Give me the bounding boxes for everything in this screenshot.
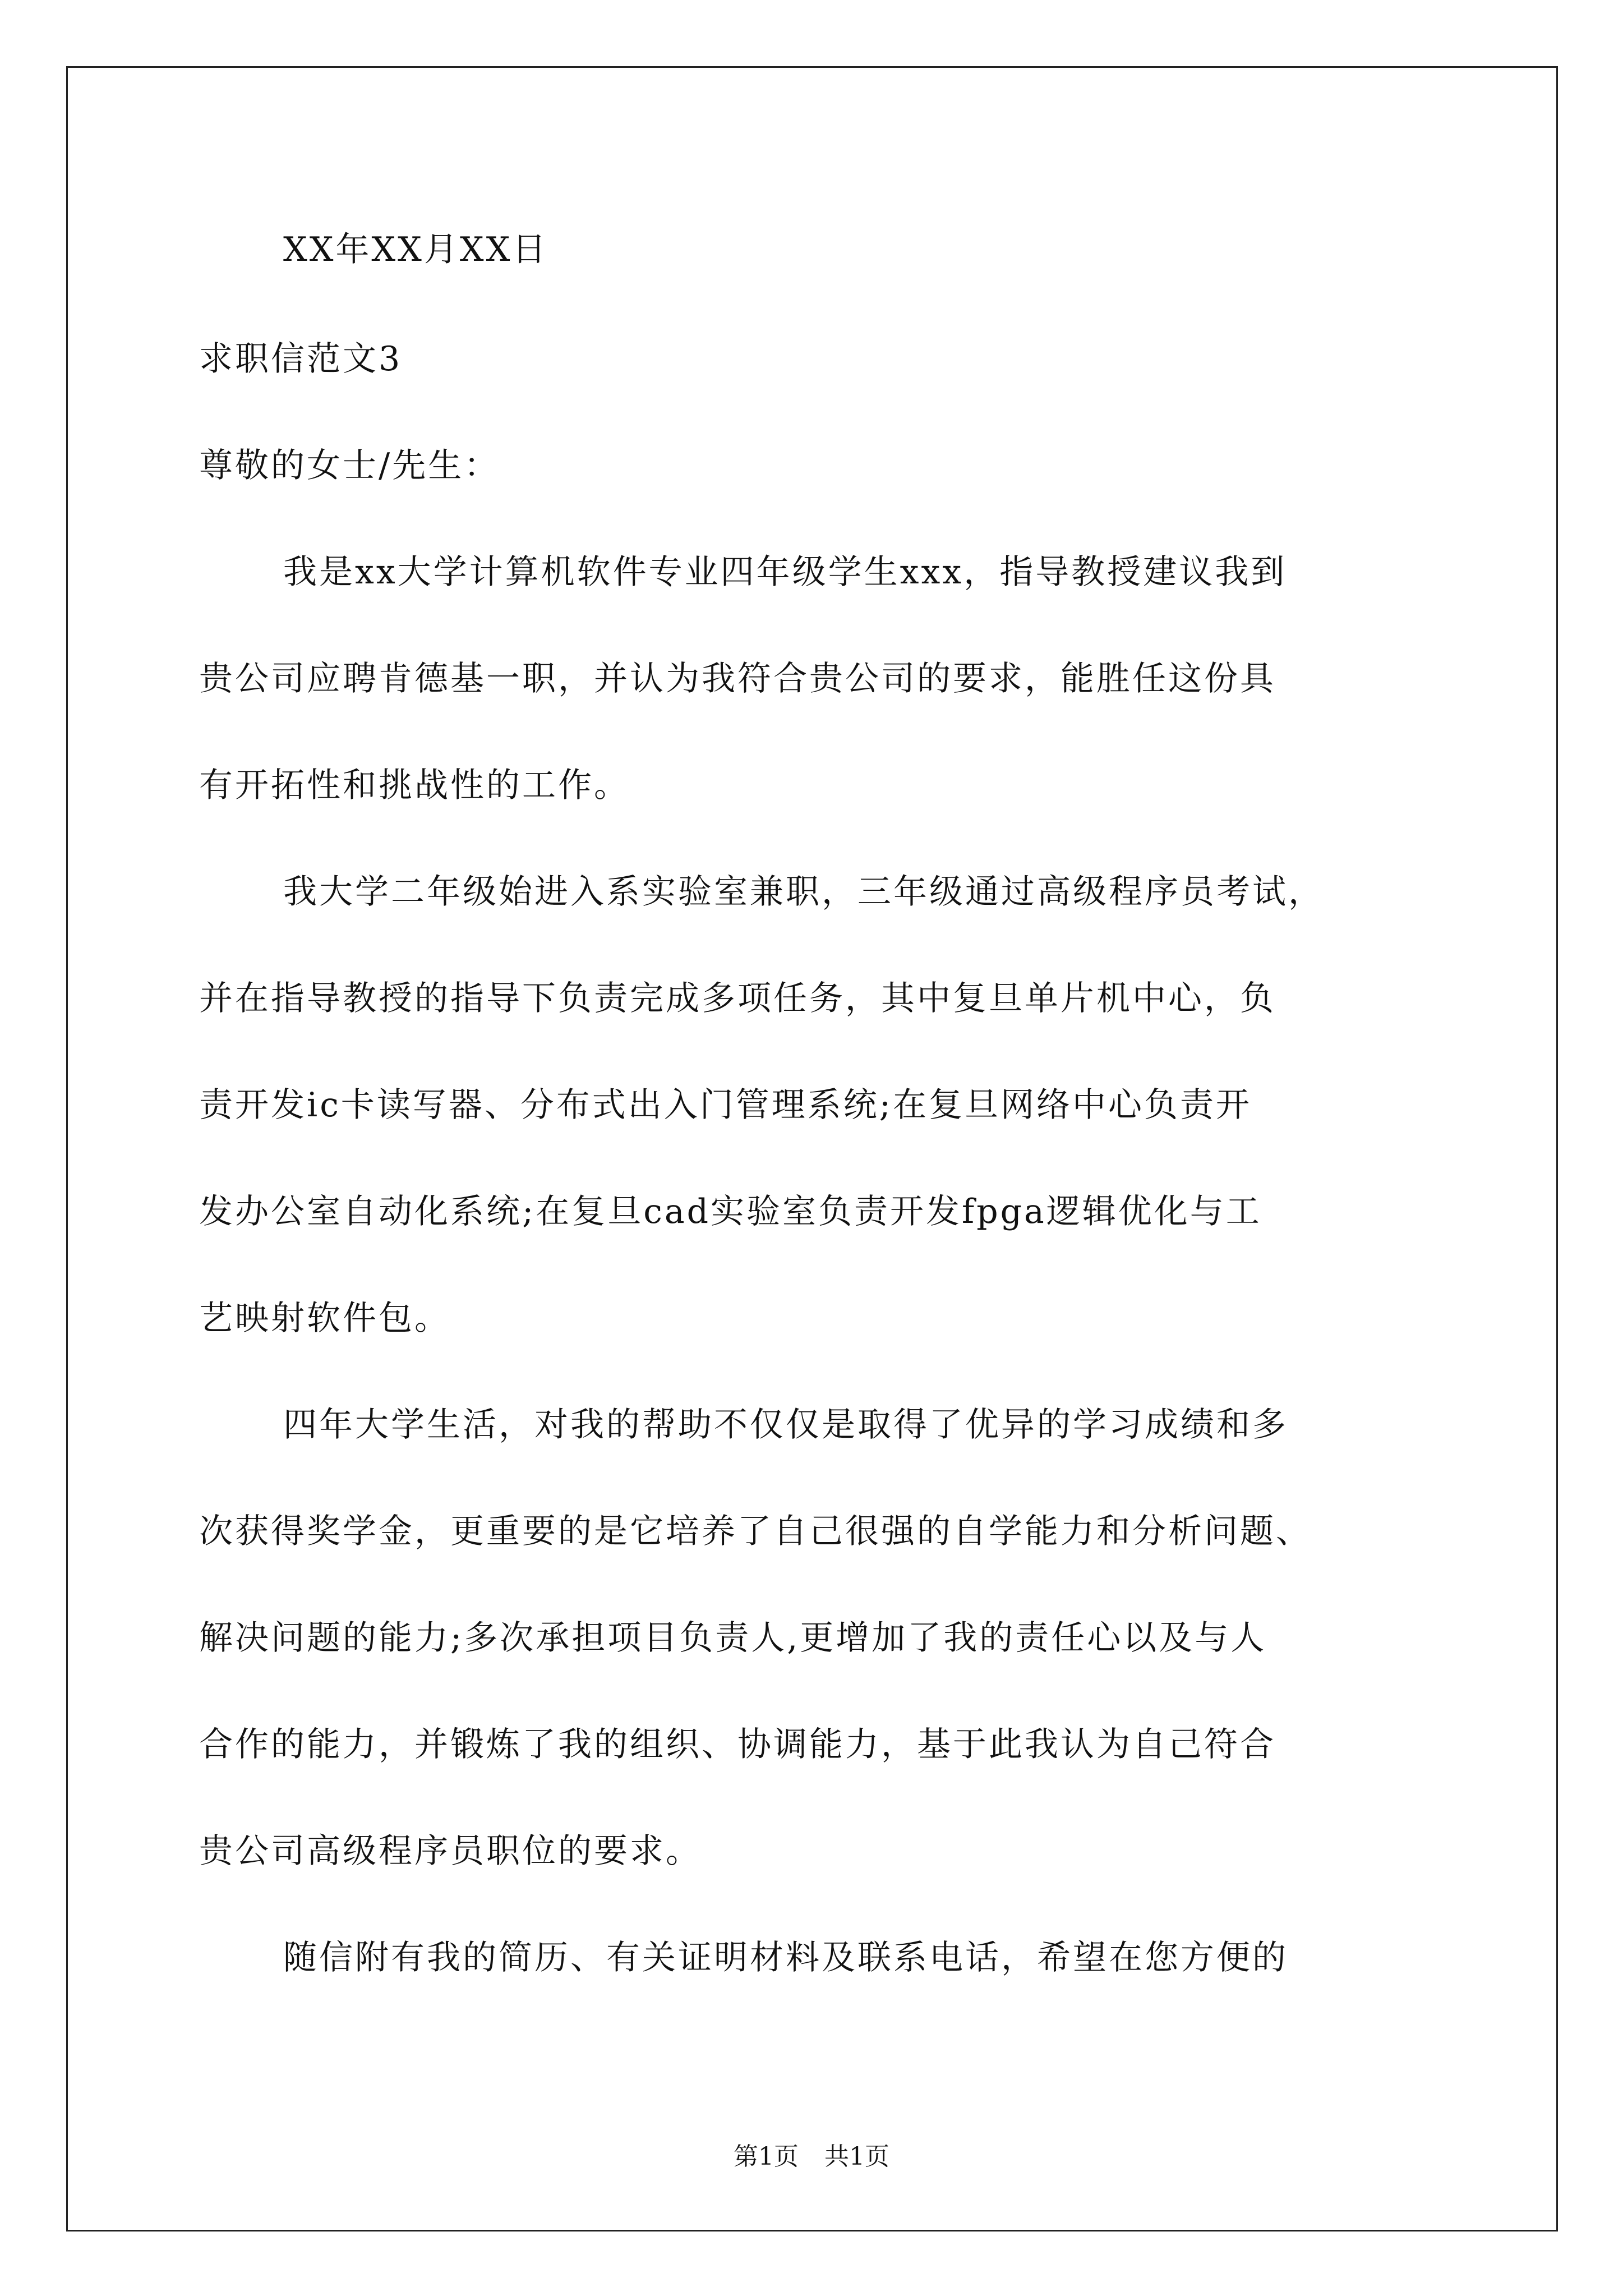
paragraph-line: 责开发ic卡读写器、分布式出入门管理系统;在复旦网络中心负责开	[199, 1085, 1252, 1125]
paragraph-line: 发办公室自动化系统;在复旦cad实验室负责开发fpga逻辑优化与工	[199, 1192, 1262, 1231]
paragraph-line: 四年大学生活，对我的帮助不仅仅是取得了优异的学习成绩和多	[283, 1405, 1288, 1444]
page-number-total: 共1页	[824, 2142, 889, 2171]
salutation: 尊敬的女士/先生：	[199, 446, 500, 485]
page-footer	[0, 2140, 1623, 2174]
date-line: XX年XX月XX日	[283, 230, 548, 269]
document-title: 求职信范文3	[199, 339, 403, 379]
paragraph-line: 次获得奖学金，更重要的是它培养了自己很强的自学能力和分析问题、	[199, 1512, 1312, 1551]
paragraph-line: 贵公司应聘肯德基一职，并认为我符合贵公司的要求，能胜任这份具	[199, 659, 1276, 698]
paragraph-line: 解决问题的能力;多次承担项目负责人,更增加了我的责任心以及与人	[199, 1618, 1267, 1658]
paragraph-line: 随信附有我的简历、有关证明材料及联系电话，希望在您方便的	[283, 1938, 1288, 1977]
paragraph-line: 我大学二年级始进入系实验室兼职，三年级通过高级程序员考试，	[283, 872, 1324, 912]
paragraph-line: 我是xx大学计算机软件专业四年级学生xxx，指导教授建议我到	[283, 553, 1287, 592]
paragraph-line: 并在指导教授的指导下负责完成多项任务，其中复旦单片机中心，负	[199, 979, 1276, 1018]
paragraph-line: 合作的能力，并锻炼了我的组织、协调能力，基于此我认为自己符合	[199, 1725, 1276, 1764]
paragraph-line: 艺映射软件包。	[199, 1299, 450, 1338]
page-number-current: 第1页	[734, 2142, 799, 2171]
paragraph-line: 有开拓性和挑战性的工作。	[199, 766, 630, 805]
paragraph-line: 贵公司高级程序员职位的要求。	[199, 1832, 702, 1871]
page-border	[66, 66, 1558, 2231]
